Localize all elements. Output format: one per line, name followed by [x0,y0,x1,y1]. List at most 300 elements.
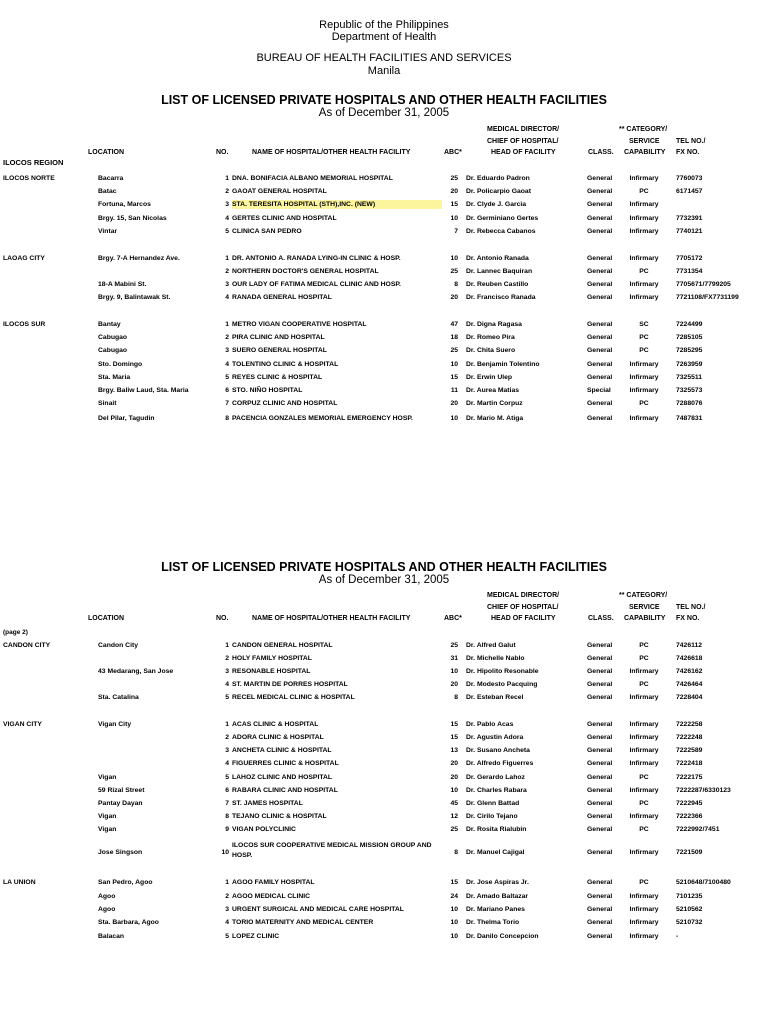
category-cell: Infirmary [629,694,659,701]
facility-name-cell: GAOAT GENERAL HOSPITAL [232,188,327,195]
tel-cell: 7224499 [676,321,703,328]
abc-cell: 11 [450,387,458,394]
tel-cell: 7426112 [676,642,703,649]
col-location: LOCATION [88,615,125,622]
director-cell: Dr. Charles Rabara [466,787,527,794]
number-cell: 3 [225,747,229,754]
facility-name-cell-continued: HOSP. [232,852,253,859]
number-cell: 1 [225,255,229,262]
page1-title: LIST OF LICENSED PRIVATE HOSPITALS AND OTHER HEALTH FACILITIES [161,93,607,107]
class-cell: General [587,188,613,195]
tel-cell: 7760073 [676,175,703,182]
facility-name-cell: URGENT SURGICAL AND MEDICAL CARE HOSPITAL [232,906,404,913]
category-cell: PC [639,655,649,662]
location-cell: Sta. Catalina [98,694,139,701]
director-cell: Dr. Glenn Battad [466,800,520,807]
abc-cell: 20 [450,774,458,781]
number-cell: 5 [225,374,229,381]
category-cell: Infirmary [629,228,659,235]
category-cell: Infirmary [629,361,659,368]
number-cell: 5 [225,774,229,781]
facility-name-cell: DR. ANTONIO A. RANADA LYING-IN CLINIC & HOSP. [232,255,401,262]
bureau-line: BUREAU OF HEALTH FACILITIES AND SERVICES [256,52,512,64]
category-cell: Infirmary [629,255,659,262]
category-cell: Infirmary [629,747,659,754]
director-cell: Dr. Lannec Baquiran [466,268,533,275]
category-cell: Infirmary [629,374,659,381]
class-cell: General [587,215,613,222]
number-cell: 2 [225,334,229,341]
col-director-1: MEDICAL DIRECTOR/ [487,592,560,599]
abc-cell: 8 [454,281,458,288]
col-category-3: CAPABILITY [624,149,666,156]
facility-name-cell: ST. JAMES HOSPITAL [232,800,303,807]
col-director-2: CHIEF OF HOSPITAL/ [487,137,559,145]
number-cell: 5 [225,933,229,940]
director-cell: Dr. Rebecca Cabanos [466,228,536,235]
class-cell: General [587,668,613,675]
class-cell: General [587,694,613,701]
province-cell: VIGAN CITY [3,721,42,728]
category-cell: Infirmary [629,387,659,394]
col-tel-2: FX NO. [676,615,700,622]
province-cell: LAOAG CITY [3,255,45,262]
class-cell: General [587,255,613,262]
facility-name-cell: RANADA GENERAL HOSPITAL [232,294,332,301]
number-cell: 6 [225,387,229,394]
category-cell: Infirmary [629,415,659,422]
col-tel-1: TEL NO./ [676,603,706,611]
facility-name-cell: RESONABLE HOSPITAL [232,668,311,675]
director-cell: Dr. Francisco Ranada [466,294,536,301]
number-cell: 3 [225,201,229,208]
number-cell: 2 [225,734,229,741]
category-cell: PC [639,879,649,886]
tel-cell: 5210732 [676,919,703,926]
director-cell: Dr. Danilo Concepcion [466,933,539,940]
abc-cell: 15 [450,721,458,728]
facility-name-cell: AGOO MEDICAL CLINIC [232,893,311,900]
location-cell: Bantay [98,321,121,328]
tel-cell: 7426162 [676,668,703,675]
col-director-1: MEDICAL DIRECTOR/ [487,126,560,133]
department-line: Department of Health [331,31,437,43]
number-cell: 2 [225,655,229,662]
facility-name-cell: STA. TERESITA HOSPITAL (STH),INC. (NEW) [232,200,442,209]
class-cell: General [587,175,613,182]
location-cell: Vintar [98,228,118,235]
category-cell: PC [639,826,649,833]
number-cell: 4 [225,215,229,222]
col-class: CLASS. [588,615,614,622]
director-cell: Dr. Eduardo Padron [466,175,530,182]
class-cell: General [587,849,613,856]
facility-name-cell: HOLY FAMILY HOSPITAL [232,655,312,662]
director-cell: Dr. Chita Suero [466,347,516,354]
class-cell: General [587,787,613,794]
number-cell: 3 [225,906,229,913]
class-cell: General [587,361,613,368]
category-cell: Infirmary [629,734,659,741]
class-cell: General [587,268,613,275]
category-cell: PC [639,800,649,807]
abc-cell: 18 [450,334,458,341]
abc-cell: 10 [450,361,458,368]
number-cell: 5 [225,228,229,235]
number-cell: 1 [225,721,229,728]
director-cell: Dr. Gerardo Lahoz [466,774,525,781]
location-cell: Vigan [98,826,117,833]
tel-cell: - [676,933,679,940]
tel-cell: 7222258 [676,721,703,728]
number-cell: 1 [225,642,229,649]
location-cell: Vigan City [98,721,132,728]
abc-cell: 25 [450,826,458,833]
class-cell: General [587,281,613,288]
facility-name-cell: LAHOZ CLINIC AND HOSPITAL [232,774,333,781]
category-cell: Infirmary [629,813,659,820]
abc-cell: 24 [450,893,458,900]
director-cell: Dr. Erwin Ulep [466,374,513,381]
abc-cell: 13 [450,747,458,754]
abc-cell: 15 [450,201,458,208]
location-cell: Jose Singson [98,849,143,856]
category-cell: PC [639,681,649,688]
tel-cell: 7221509 [676,849,703,856]
tel-cell: 7705671/7799205 [676,281,731,288]
abc-cell: 15 [450,734,458,741]
tel-cell: 5210562 [676,906,703,913]
director-cell: Dr. Cirilo Tejano [466,813,518,820]
abc-cell: 10 [450,906,458,913]
number-cell: 7 [225,400,229,407]
class-cell: General [587,747,613,754]
class-cell: General [587,879,613,886]
location-cell: Balacan [98,933,125,940]
category-cell: Infirmary [629,294,659,301]
location-cell: Batac [98,188,117,195]
category-cell: SC [639,321,649,328]
abc-cell: 25 [450,347,458,354]
location-cell: Agoo [98,906,116,913]
facility-name-cell: DNA. BONIFACIA ALBANO MEMORIAL HOSPITAL [232,175,393,182]
class-cell: General [587,374,613,381]
tel-cell: 7285295 [676,347,703,354]
facility-name-cell: ADORA CLINIC & HOSPITAL [232,734,324,741]
facility-name-cell: PIRA CLINIC AND HOSPITAL [232,334,325,341]
class-cell: General [587,321,613,328]
director-cell: Dr. Germiniano Gertes [466,215,539,222]
abc-cell: 15 [450,374,458,381]
tel-cell: 7222945 [676,800,703,807]
abc-cell: 20 [450,188,458,195]
col-class: CLASS. [588,149,614,156]
col-no: NO. [216,615,229,622]
page2-subtitle: As of December 31, 2005 [318,574,450,586]
facility-name-cell: VIGAN POLYCLINIC [232,826,296,833]
facility-name-cell: RECEL MEDICAL CLINIC & HOSPITAL [232,694,355,701]
director-cell: Dr. Jose Aspiras Jr. [466,879,529,886]
location-cell: 18-A Mabini St. [98,281,147,288]
location-cell: Brgy. 15, San Nicolas [98,215,167,222]
facility-name-cell: AGOO FAMILY HOSPITAL [232,879,315,886]
col-category-3: CAPABILITY [624,615,666,622]
tel-cell: 7740121 [676,228,703,235]
abc-cell: 10 [450,933,458,940]
location-cell: San Pedro, Agoo [98,879,153,886]
number-cell: 1 [225,879,229,886]
facility-name-cell: RABARA CLINIC AND HOSPITAL [232,787,338,794]
class-cell: General [587,813,613,820]
class-cell: General [587,334,613,341]
class-cell: General [587,760,613,767]
tel-cell: 7285105 [676,334,703,341]
province-cell: ILOCOS SUR [3,321,46,328]
location-cell: Sinait [98,400,117,407]
tel-cell: 7101235 [676,893,703,900]
abc-cell: 10 [450,787,458,794]
class-cell: General [587,800,613,807]
location-cell: Fortuna, Marcos [98,201,151,208]
location-cell: 43 Medarang, San Jose [98,668,174,675]
abc-cell: 10 [450,415,458,422]
col-abc: ABC* [444,615,462,622]
facility-name-cell: TOLENTINO CLINIC & HOSPITAL [232,361,339,368]
class-cell: General [587,734,613,741]
tel-cell: 7732391 [676,215,703,222]
class-cell: General [587,228,613,235]
facility-name-cell: REYES CLINIC & HOSPITAL [232,374,323,381]
location-cell: Brgy. 7-A Hernandez Ave. [98,255,180,262]
number-cell: 4 [225,294,229,301]
location-cell: Agoo [98,893,116,900]
location-cell: 59 Rizal Street [98,787,145,794]
category-cell: PC [639,400,649,407]
tel-cell: 7222992/7451 [676,826,720,833]
category-cell: Infirmary [629,760,659,767]
director-cell: Dr. Rosita Rialubin [466,826,527,833]
tel-cell: 7426618 [676,655,703,662]
director-cell: Dr. Aurea Matias [466,387,520,394]
director-cell: Dr. Mario M. Atiga [466,415,524,422]
class-cell: General [587,681,613,688]
col-abc: ABC* [444,149,462,156]
tel-cell: 7263959 [676,361,703,368]
category-cell: Infirmary [629,933,659,940]
location-cell: Vigan [98,813,117,820]
location-cell: Bacarra [98,175,124,182]
category-cell: PC [639,188,649,195]
abc-cell: 20 [450,294,458,301]
director-cell: Dr. Alfred Galut [466,642,516,649]
director-cell: Dr. Clyde J. Garcia [466,201,527,208]
abc-cell: 8 [454,849,458,856]
tel-cell: 6171457 [676,188,703,195]
location-cell: Candon City [98,642,139,649]
class-cell: General [587,893,613,900]
number-cell: 2 [225,188,229,195]
facility-name-cell: CORPUZ CLINIC AND HOSPITAL [232,400,338,407]
class-cell: General [587,919,613,926]
col-no: NO. [216,149,229,156]
number-cell: 7 [225,800,229,807]
category-cell: Infirmary [629,668,659,675]
number-cell: 8 [225,415,229,422]
category-cell: Infirmary [629,281,659,288]
col-director-2: CHIEF OF HOSPITAL/ [487,603,559,611]
facility-name-cell: NORTHERN DOCTOR'S GENERAL HOSPITAL [232,268,379,275]
col-name: NAME OF HOSPITAL/OTHER HEALTH FACILITY [252,615,411,622]
number-cell: 3 [225,281,229,288]
location-cell: Cabugao [98,334,128,341]
class-cell: General [587,642,613,649]
tel-cell: 7222418 [676,760,703,767]
abc-cell: 7 [454,228,458,235]
category-cell: Infirmary [629,721,659,728]
tel-cell: 5210648/7100480 [676,879,731,886]
col-category-2: SERVICE [629,137,660,145]
tel-cell: 7222366 [676,813,703,820]
number-cell: 5 [225,694,229,701]
col-category-2: SERVICE [629,603,660,611]
abc-cell: 10 [450,668,458,675]
location-cell: Vigan [98,774,117,781]
abc-cell: 25 [450,642,458,649]
tel-cell: 7288076 [676,400,703,407]
col-tel-2: FX NO. [676,149,700,156]
number-cell: 4 [225,760,229,767]
col-director-3: HEAD OF FACILITY [491,615,556,622]
col-director-3: HEAD OF FACILITY [491,149,556,156]
facility-name-cell: LOPEZ CLINIC [232,933,280,940]
director-cell: Dr. Martin Corpuz [466,400,523,407]
class-cell: General [587,201,613,208]
director-cell: Dr. Alfredo Figuerres [466,760,534,767]
province-cell: CANDON CITY [3,642,51,649]
abc-cell: 25 [450,268,458,275]
category-cell: Infirmary [629,849,659,856]
number-cell: 4 [225,361,229,368]
facility-name-cell: ST. MARTIN DE PORRES HOSPITAL [232,681,348,688]
director-cell: Dr. Amado Baltazar [466,893,529,900]
director-cell: Dr. Hipolito Resonable [466,668,539,675]
category-cell: PC [639,347,649,354]
facility-name-cell: SUERO GENERAL HOSPITAL [232,347,327,354]
abc-cell: 31 [450,655,458,662]
director-cell: Dr. Esteban Recel [466,694,524,701]
number-cell: 2 [225,268,229,275]
abc-cell: 8 [454,694,458,701]
abc-cell: 15 [450,879,458,886]
director-cell: Dr. Michelle Nablo [466,655,525,662]
city-line: Manila [367,65,401,77]
facility-name-cell: STO. NIÑO HOSPITAL [232,387,303,394]
facility-name-cell: ILOCOS SUR COOPERATIVE MEDICAL MISSION GROUP AND [232,842,432,849]
facility-name-cell: FIGUERRES CLINIC & HOSPITAL [232,760,339,767]
col-name: NAME OF HOSPITAL/OTHER HEALTH FACILITY [252,149,411,156]
location-cell: Pantay Dayan [98,800,143,807]
page2-title: LIST OF LICENSED PRIVATE HOSPITALS AND OTHER HEALTH FACILITIES [161,560,607,574]
location-cell: Sto. Domingo [98,361,143,368]
location-cell: Brgy. Baliw Laud, Sta. Maria [98,387,189,394]
category-cell: PC [639,774,649,781]
tel-cell: 7325511 [676,374,703,381]
class-cell: General [587,774,613,781]
tel-cell: 7222287/6330123 [676,787,731,794]
abc-cell: 12 [450,813,458,820]
facility-name-cell: METRO VIGAN COOPERATIVE HOSPITAL [232,321,367,328]
col-tel-1: TEL NO./ [676,137,706,145]
director-cell: Dr. Mariano Panes [466,906,525,913]
director-cell: Dr. Susano Ancheta [466,747,530,754]
director-cell: Dr. Antonio Ranada [466,255,529,262]
category-cell: Infirmary [629,215,659,222]
director-cell: Dr. Agustin Adora [466,734,524,741]
number-cell: 1 [225,321,229,328]
category-cell: Infirmary [629,787,659,794]
abc-cell: 10 [450,255,458,262]
class-cell: General [587,294,613,301]
class-cell: General [587,933,613,940]
number-cell: 3 [225,347,229,354]
director-cell: Dr. Manuel Cajigal [466,849,525,856]
page-number-label: (page 2) [3,629,28,636]
tel-cell: 7705172 [676,255,703,262]
region-label: ILOCOS REGION [3,158,64,167]
director-cell: Dr. Policarpio Gaoat [466,188,531,195]
facility-name-cell: TORIO MATERNITY AND MEDICAL CENTER [232,919,374,926]
location-cell: Cabugao [98,347,128,354]
class-cell: General [587,415,613,422]
tel-cell: 7222589 [676,747,703,754]
category-cell: Infirmary [629,175,659,182]
category-cell: Infirmary [629,919,659,926]
location-cell: Sta. Barbara, Agoo [98,919,159,926]
class-cell: Special [587,387,611,394]
location-cell: Del Pilar, Tagudin [98,415,155,422]
abc-cell: 10 [450,215,458,222]
number-cell: 1 [225,175,229,182]
facility-name-cell: PACENCIA GONZALES MEMORIAL EMERGENCY HOSP. [232,415,413,422]
tel-cell: 7721108/FX7731199 [676,294,739,301]
abc-cell: 20 [450,681,458,688]
location-cell: Brgy. 9, Balintawak St. [98,294,171,301]
number-cell: 6 [225,787,229,794]
class-cell: General [587,721,613,728]
class-cell: General [587,347,613,354]
republic-line: Republic of the Philippines [319,19,449,31]
director-cell: Dr. Romeo Pira [466,334,515,341]
facility-name-cell: ACAS CLINIC & HOSPITAL [232,721,319,728]
number-cell: 9 [225,826,229,833]
class-cell: General [587,906,613,913]
facility-name-cell: CLINICA SAN PEDRO [232,228,302,235]
category-cell: Infirmary [629,893,659,900]
abc-cell: 10 [450,919,458,926]
col-location: LOCATION [88,149,125,156]
category-cell: Infirmary [629,201,659,208]
page1-subtitle: As of December 31, 2005 [318,107,450,119]
abc-cell: 20 [450,760,458,767]
number-cell: 4 [225,919,229,926]
class-cell: General [587,655,613,662]
number-cell: 2 [225,893,229,900]
number-cell: 10 [221,849,229,856]
abc-cell: 45 [450,800,458,807]
director-cell: Dr. Modesto Pacquing [466,681,538,688]
category-cell: Infirmary [629,906,659,913]
number-cell: 8 [225,813,229,820]
